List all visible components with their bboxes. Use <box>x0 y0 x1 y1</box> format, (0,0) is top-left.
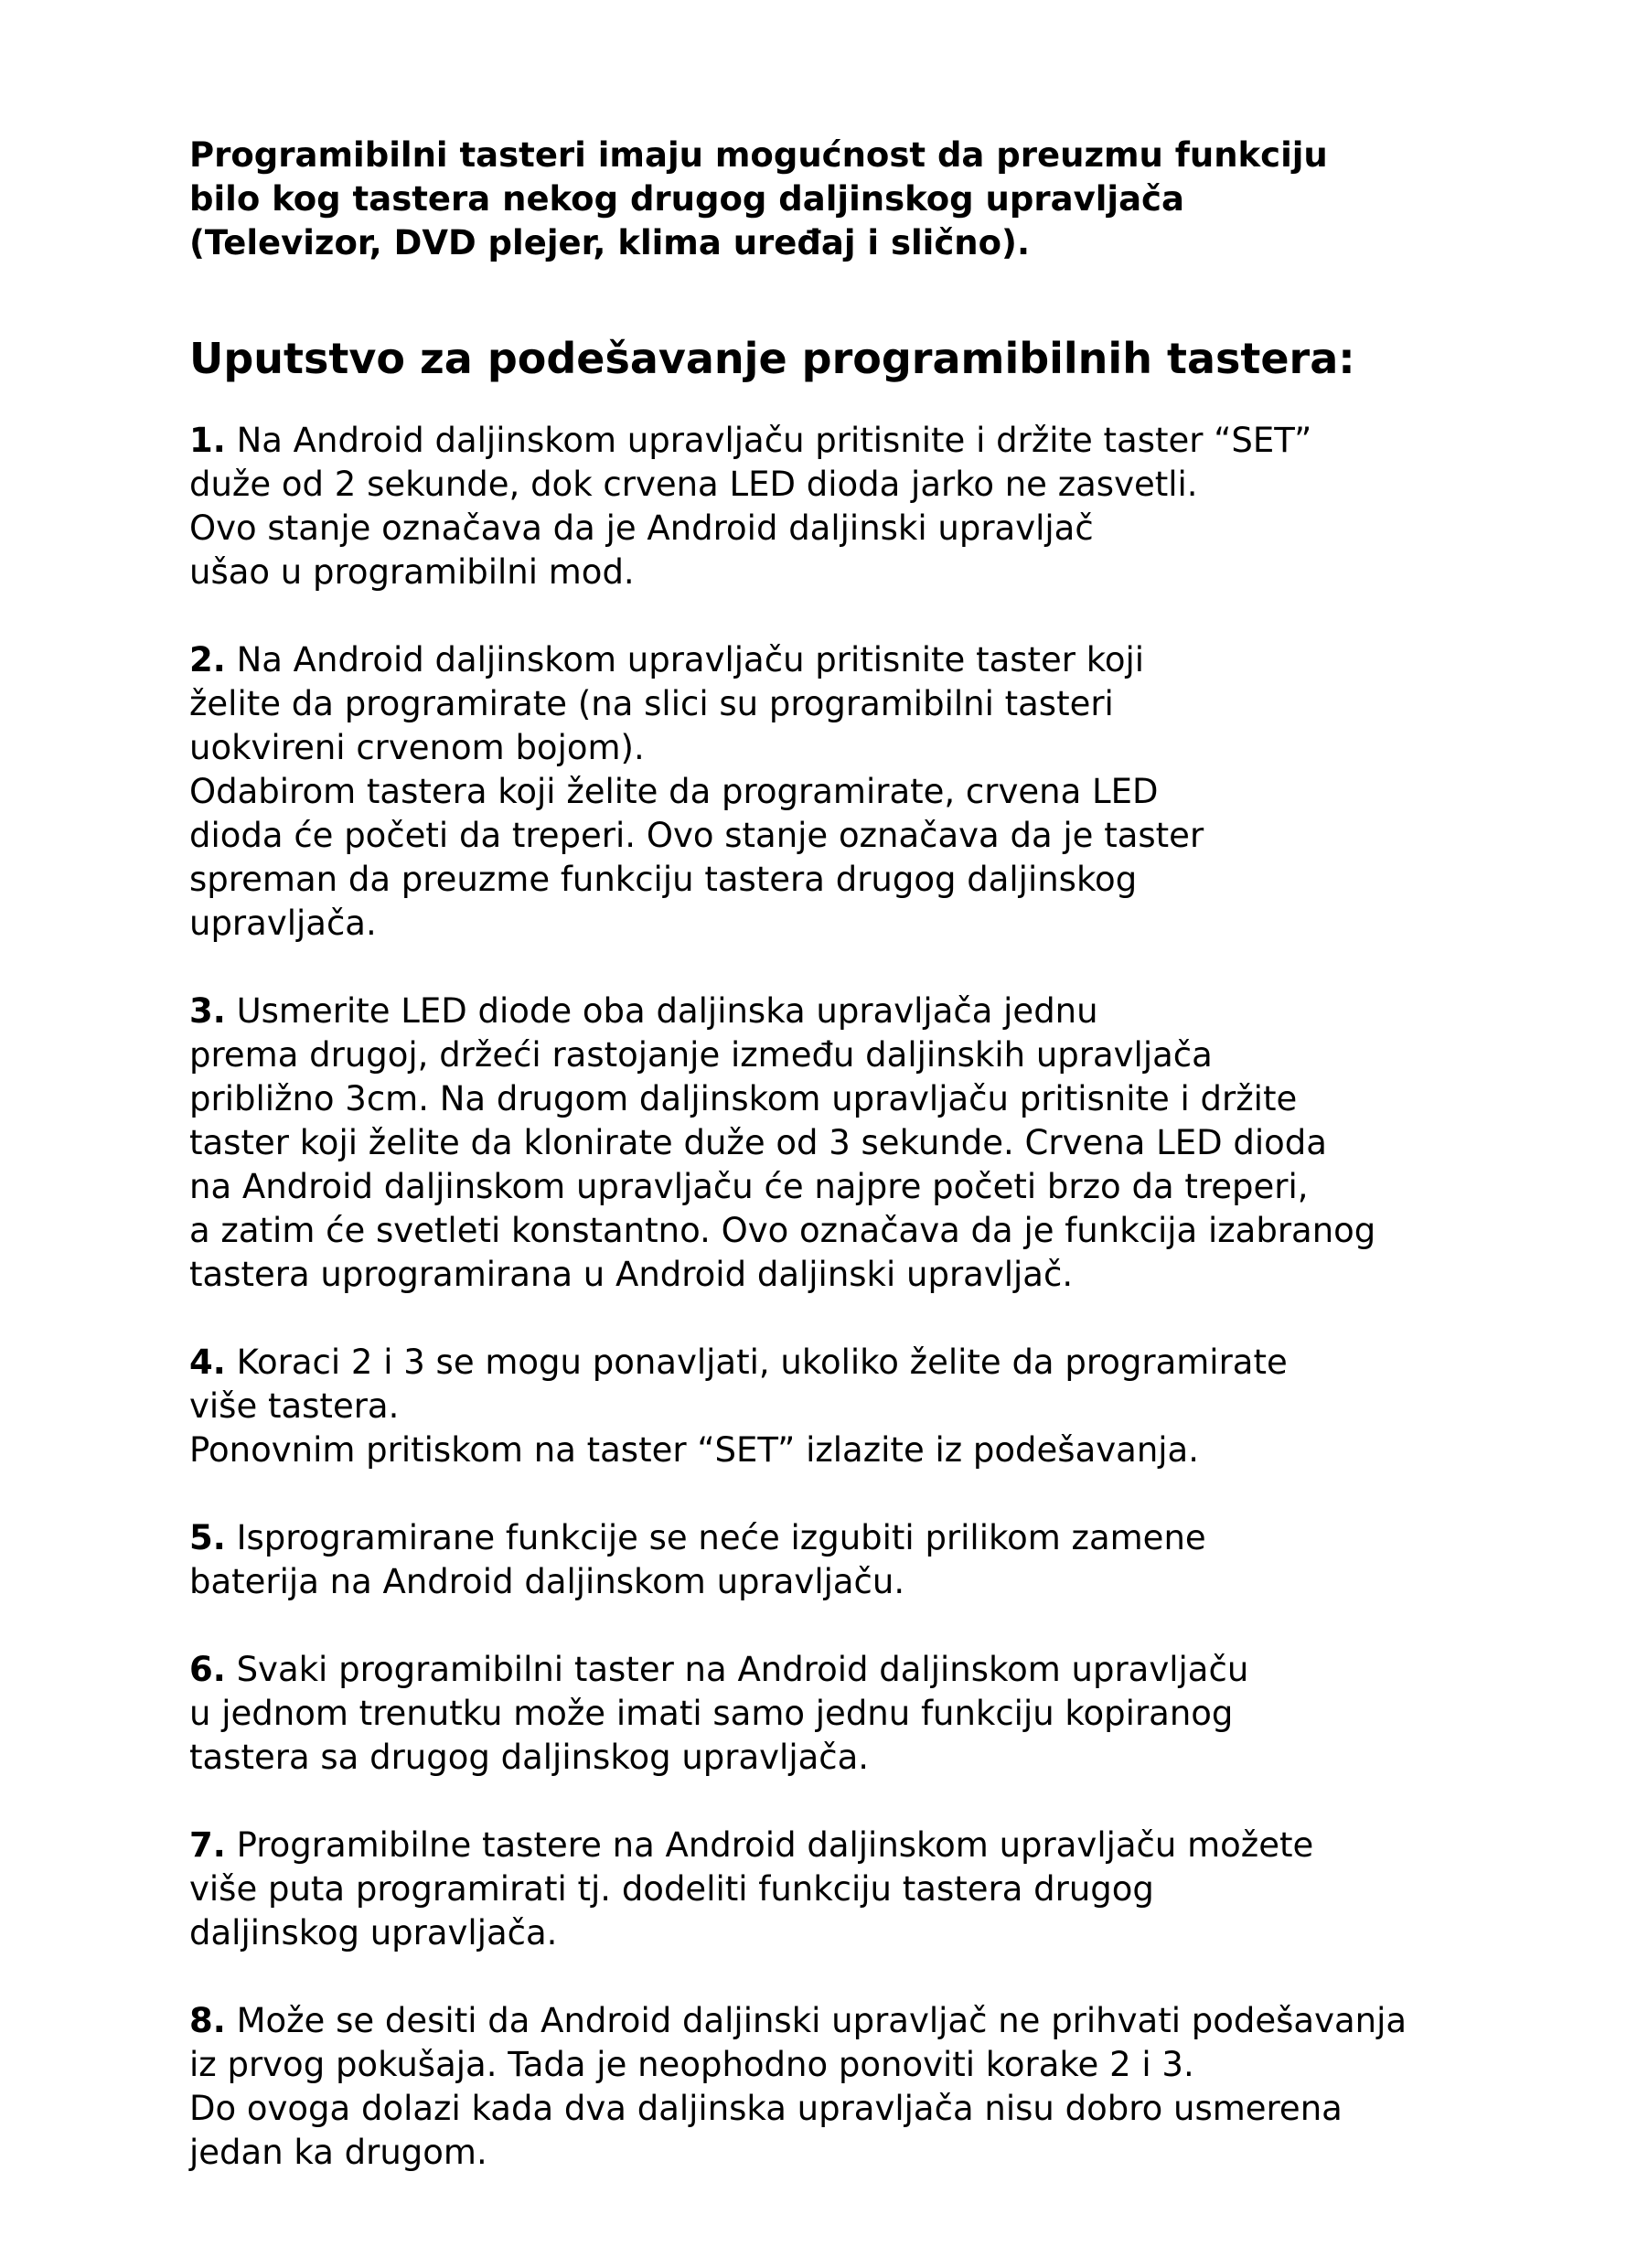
step-text: u jednom trenutku može imati samo jednu funkciju kopiranog <box>189 1694 1234 1733</box>
step-first-line <box>189 419 1488 463</box>
step-number: 2. <box>189 640 226 679</box>
step-item <box>189 1516 1488 1604</box>
step-text: taster koji želite da klonirate duže od 3 sekunde. Crvena LED dioda <box>189 1123 1327 1162</box>
step-text: Isprogramirane funkcije se neće izgubiti prilikom zamene <box>225 1518 1206 1557</box>
step-number: 8. <box>189 2001 226 2040</box>
section-heading: Uputstvo za podešavanje programibilnih tastera: <box>189 334 1355 383</box>
step-text: dioda će početi da treperi. Ovo stanje označava da je taster <box>189 816 1204 855</box>
step-text: ušao u programibilni mod. <box>189 552 635 592</box>
step-item <box>189 1341 1488 1472</box>
step-number: 6. <box>189 1650 226 1689</box>
step-text: duže od 2 sekunde, dok crvena LED dioda jarko ne zasvetli. <box>189 465 1198 504</box>
step-text: Programibilne tastere na Android daljinskom upravljaču možete <box>225 1825 1314 1865</box>
step-text: na Android daljinskom upravljaču će najpre početi brzo da treperi, <box>189 1167 1309 1206</box>
step-item <box>189 638 1488 946</box>
step-first-line <box>189 1999 1488 2043</box>
step-text: a zatim će svetleti konstantno. Ovo označava da je funkcija izabranog <box>189 1211 1376 1250</box>
step-item <box>189 1648 1488 1780</box>
step-text: upravljača. <box>189 904 377 943</box>
intro-line: Programibilni tasteri imaju mogućnost da preuzmu funkciju <box>189 135 1328 175</box>
step-item <box>189 1824 1488 1955</box>
step-text: Na Android daljinskom upravljaču pritisnite i držite taster “SET” <box>225 421 1312 460</box>
step-text: uokvireni crvenom bojom). <box>189 728 645 767</box>
step-number: 3. <box>189 991 226 1031</box>
step-text: iz prvog pokušaja. Tada je neophodno ponoviti korake 2 i 3. <box>189 2045 1194 2084</box>
step-item <box>189 1999 1488 2175</box>
step-text: spreman da preuzme funkciju tastera drugog daljinskog <box>189 860 1138 899</box>
step-item <box>189 990 1488 1297</box>
step-item <box>189 419 1488 594</box>
step-text: približno 3cm. Na drugom daljinskom upravljaču pritisnite i držite <box>189 1079 1298 1118</box>
intro-line: bilo kog tastera nekog drugog daljinskog upravljača <box>189 179 1184 219</box>
step-text: Do ovoga dolazi kada dva daljinska upravljača nisu dobro usmerena <box>189 2089 1343 2128</box>
step-text: Ponovnim pritiskom na taster “SET” izlazite iz podešavanja. <box>189 1430 1199 1470</box>
step-first-line <box>189 1516 1488 1560</box>
step-text: Na Android daljinskom upravljaču pritisnite taster koji <box>225 640 1145 679</box>
step-text: tastera uprogramirana u Android daljinski upravljač. <box>189 1255 1074 1294</box>
steps-list <box>189 419 1488 2175</box>
step-text: jedan ka drugom. <box>189 2133 487 2172</box>
step-text: više puta programirati tj. dodeliti funkciju tastera drugog <box>189 1869 1154 1909</box>
step-first-line <box>189 638 1488 682</box>
intro-paragraph <box>189 134 1488 265</box>
step-text: daljinskog upravljača. <box>189 1913 558 1952</box>
step-text: želite da programirate (na slici su programibilni tasteri <box>189 684 1114 723</box>
step-text: Ovo stanje označava da je Android daljinski upravljač <box>189 508 1094 548</box>
step-number: 1. <box>189 421 226 460</box>
document-page <box>189 134 1488 2219</box>
step-text: više tastera. <box>189 1386 400 1426</box>
step-number: 4. <box>189 1343 226 1382</box>
step-text: tastera sa drugog daljinskog upravljača. <box>189 1738 870 1777</box>
step-first-line <box>189 1341 1488 1385</box>
step-first-line <box>189 1824 1488 1867</box>
step-text: Koraci 2 i 3 se mogu ponavljati, ukoliko želite da programirate <box>225 1343 1288 1382</box>
step-text: prema drugoj, držeći rastojanje između daljinskih upravljača <box>189 1035 1213 1075</box>
step-number: 7. <box>189 1825 226 1865</box>
step-number: 5. <box>189 1518 226 1557</box>
step-first-line <box>189 1648 1488 1692</box>
step-text: Svaki programibilni taster na Android daljinskom upravljaču <box>225 1650 1249 1689</box>
step-text: baterija na Android daljinskom upravljaču. <box>189 1562 905 1601</box>
intro-line: (Televizor, DVD plejer, klima uređaj i slično). <box>189 223 1031 262</box>
step-first-line <box>189 990 1488 1033</box>
step-text: Usmerite LED diode oba daljinska upravljača jednu <box>225 991 1098 1031</box>
step-text: Odabirom tastera koji želite da programirate, crvena LED <box>189 772 1159 811</box>
step-text: Može se desiti da Android daljinski upravljač ne prihvati podešavanja <box>225 2001 1407 2040</box>
